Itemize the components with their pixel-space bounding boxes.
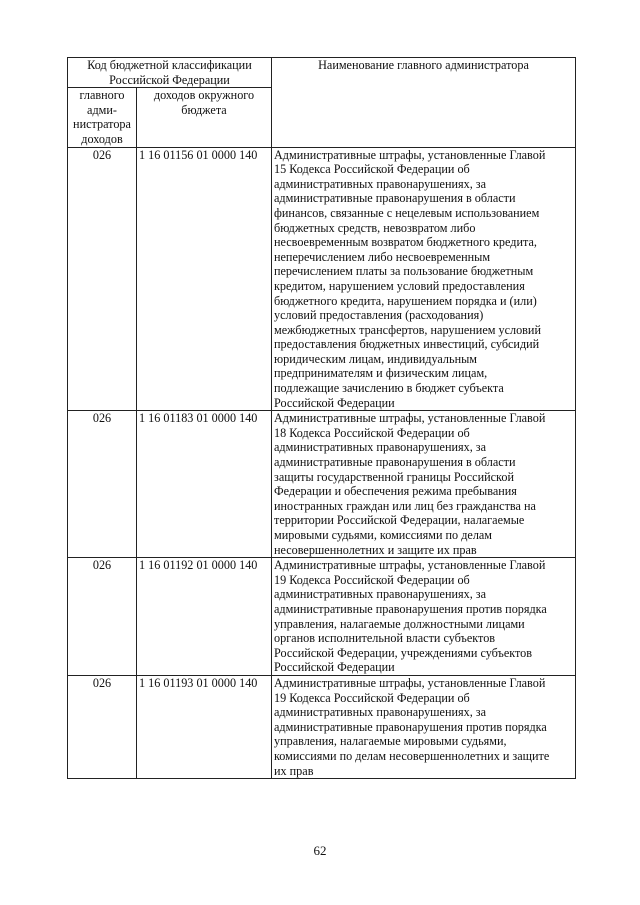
admin-code-cell: 026 xyxy=(68,558,137,676)
description-line: перечислением платы за пользование бюджетным xyxy=(274,264,534,279)
income-code-cell: 1 16 01192 01 0000 140 xyxy=(137,558,272,676)
header-budget-classification-code: Код бюджетной классификации Российской Федерации xyxy=(68,58,272,88)
admin-code-cell: 026 xyxy=(68,675,137,778)
admin-code-cell: 026 xyxy=(68,411,137,558)
table-header-row xyxy=(68,58,576,88)
description-line: территории Российской Федерации, налагаемые xyxy=(274,513,525,528)
header-main-administrator: главного адми- нистратора доходов xyxy=(68,88,137,147)
admin-code-cell: 026 xyxy=(68,147,137,411)
description-line: мировыми судьями, комиссиями по делам xyxy=(274,528,493,542)
description-line: административных правонарушениях, за xyxy=(274,705,487,720)
description-line: 15 Кодекса Российской Федерации об xyxy=(274,162,470,177)
description-line: бюджетных средств, невозвратом либо xyxy=(274,220,476,235)
description-line: административные правонарушения против порядка xyxy=(274,719,547,734)
description-line: Российской Федерации xyxy=(274,395,395,410)
description-line: несовершеннолетних и защите их прав xyxy=(274,542,477,557)
description-line: органов исполнительной власти субъектов xyxy=(274,631,496,646)
description-line: неперечислением либо несвоевременным xyxy=(274,249,491,264)
description-line: иностранных граждан или лиц без гражданства на xyxy=(274,498,536,513)
description-line: защиты государственной границы Российской xyxy=(274,469,514,484)
table-row xyxy=(68,147,576,411)
income-code-cell: 1 16 01193 01 0000 140 xyxy=(137,675,272,778)
description-line: Административные штрафы, установленные Главой xyxy=(274,411,546,426)
description-line: 19 Кодекса Российской Федерации об xyxy=(274,572,470,587)
description-line: предоставления бюджетных инвестиций, субсидий xyxy=(274,337,540,352)
income-code-cell: 1 16 01183 01 0000 140 xyxy=(137,411,272,558)
description-line: финансов, связанные с нецелевым использованием xyxy=(274,205,540,220)
description-line: административных правонарушениях, за xyxy=(274,176,487,191)
page-number: 62 xyxy=(313,843,327,858)
header-district-budget-income: доходов окружного бюджета xyxy=(137,88,272,147)
budget-classification-table xyxy=(67,57,576,779)
description-line: межбюджетных трансфертов, нарушением условий xyxy=(274,322,541,337)
description-line: Административные штрафы, установленные Главой xyxy=(274,675,546,690)
description-line: кредитом, нарушением условий предоставления xyxy=(274,278,525,293)
administrator-name-cell xyxy=(272,558,576,676)
administrator-name-cell xyxy=(272,411,576,558)
table-body xyxy=(68,147,576,779)
description-line: административные правонарушения в области xyxy=(274,191,516,206)
description-line: юридическим лицам, индивидуальным xyxy=(274,351,477,366)
header-administrator-name: Наименование главного администратора xyxy=(272,58,576,148)
description-line: несвоевременным возвратом бюджетного кредита, xyxy=(274,235,537,250)
description-line: административные правонарушения против порядка xyxy=(274,601,547,616)
administrator-name-cell xyxy=(272,675,576,778)
description-line: комиссиями по делам несовершеннолетних и защите xyxy=(274,748,550,763)
description-line: условий предоставления (расходования) xyxy=(274,308,484,323)
description-line: Российской Федерации, учреждениями субъектов xyxy=(274,645,533,660)
income-code-cell: 1 16 01156 01 0000 140 xyxy=(137,147,272,411)
description-line: предпринимателям и физическим лицам, xyxy=(274,366,488,381)
description-line: Российской Федерации xyxy=(274,660,395,675)
description-line: административных правонарушениях, за xyxy=(274,587,487,602)
description-line: административные правонарушения в области xyxy=(274,455,516,470)
description-line: 19 Кодекса Российской Федерации об xyxy=(274,690,470,705)
description-line: Административные штрафы, установленные Главой xyxy=(274,558,546,573)
description-line: их прав xyxy=(274,763,314,778)
description-line: Федерации и обеспечения режима пребывания xyxy=(274,484,517,499)
table-row xyxy=(68,675,576,778)
description-line: административных правонарушениях, за xyxy=(274,440,487,455)
description-line: Административные штрафы, установленные Главой xyxy=(274,147,546,162)
description-line: управления, налагаемые мировыми судьями, xyxy=(274,734,507,749)
description-line: управления, налагаемые должностными лицами xyxy=(274,616,525,631)
table-row xyxy=(68,558,576,676)
description-line: бюджетного кредита, нарушением порядка и (или) xyxy=(274,293,537,308)
table-row xyxy=(68,411,576,558)
description-line: 18 Кодекса Российской Федерации об xyxy=(274,425,470,440)
administrator-name-cell xyxy=(272,147,576,411)
description-line: подлежащие зачислению в бюджет субъекта xyxy=(274,381,504,396)
